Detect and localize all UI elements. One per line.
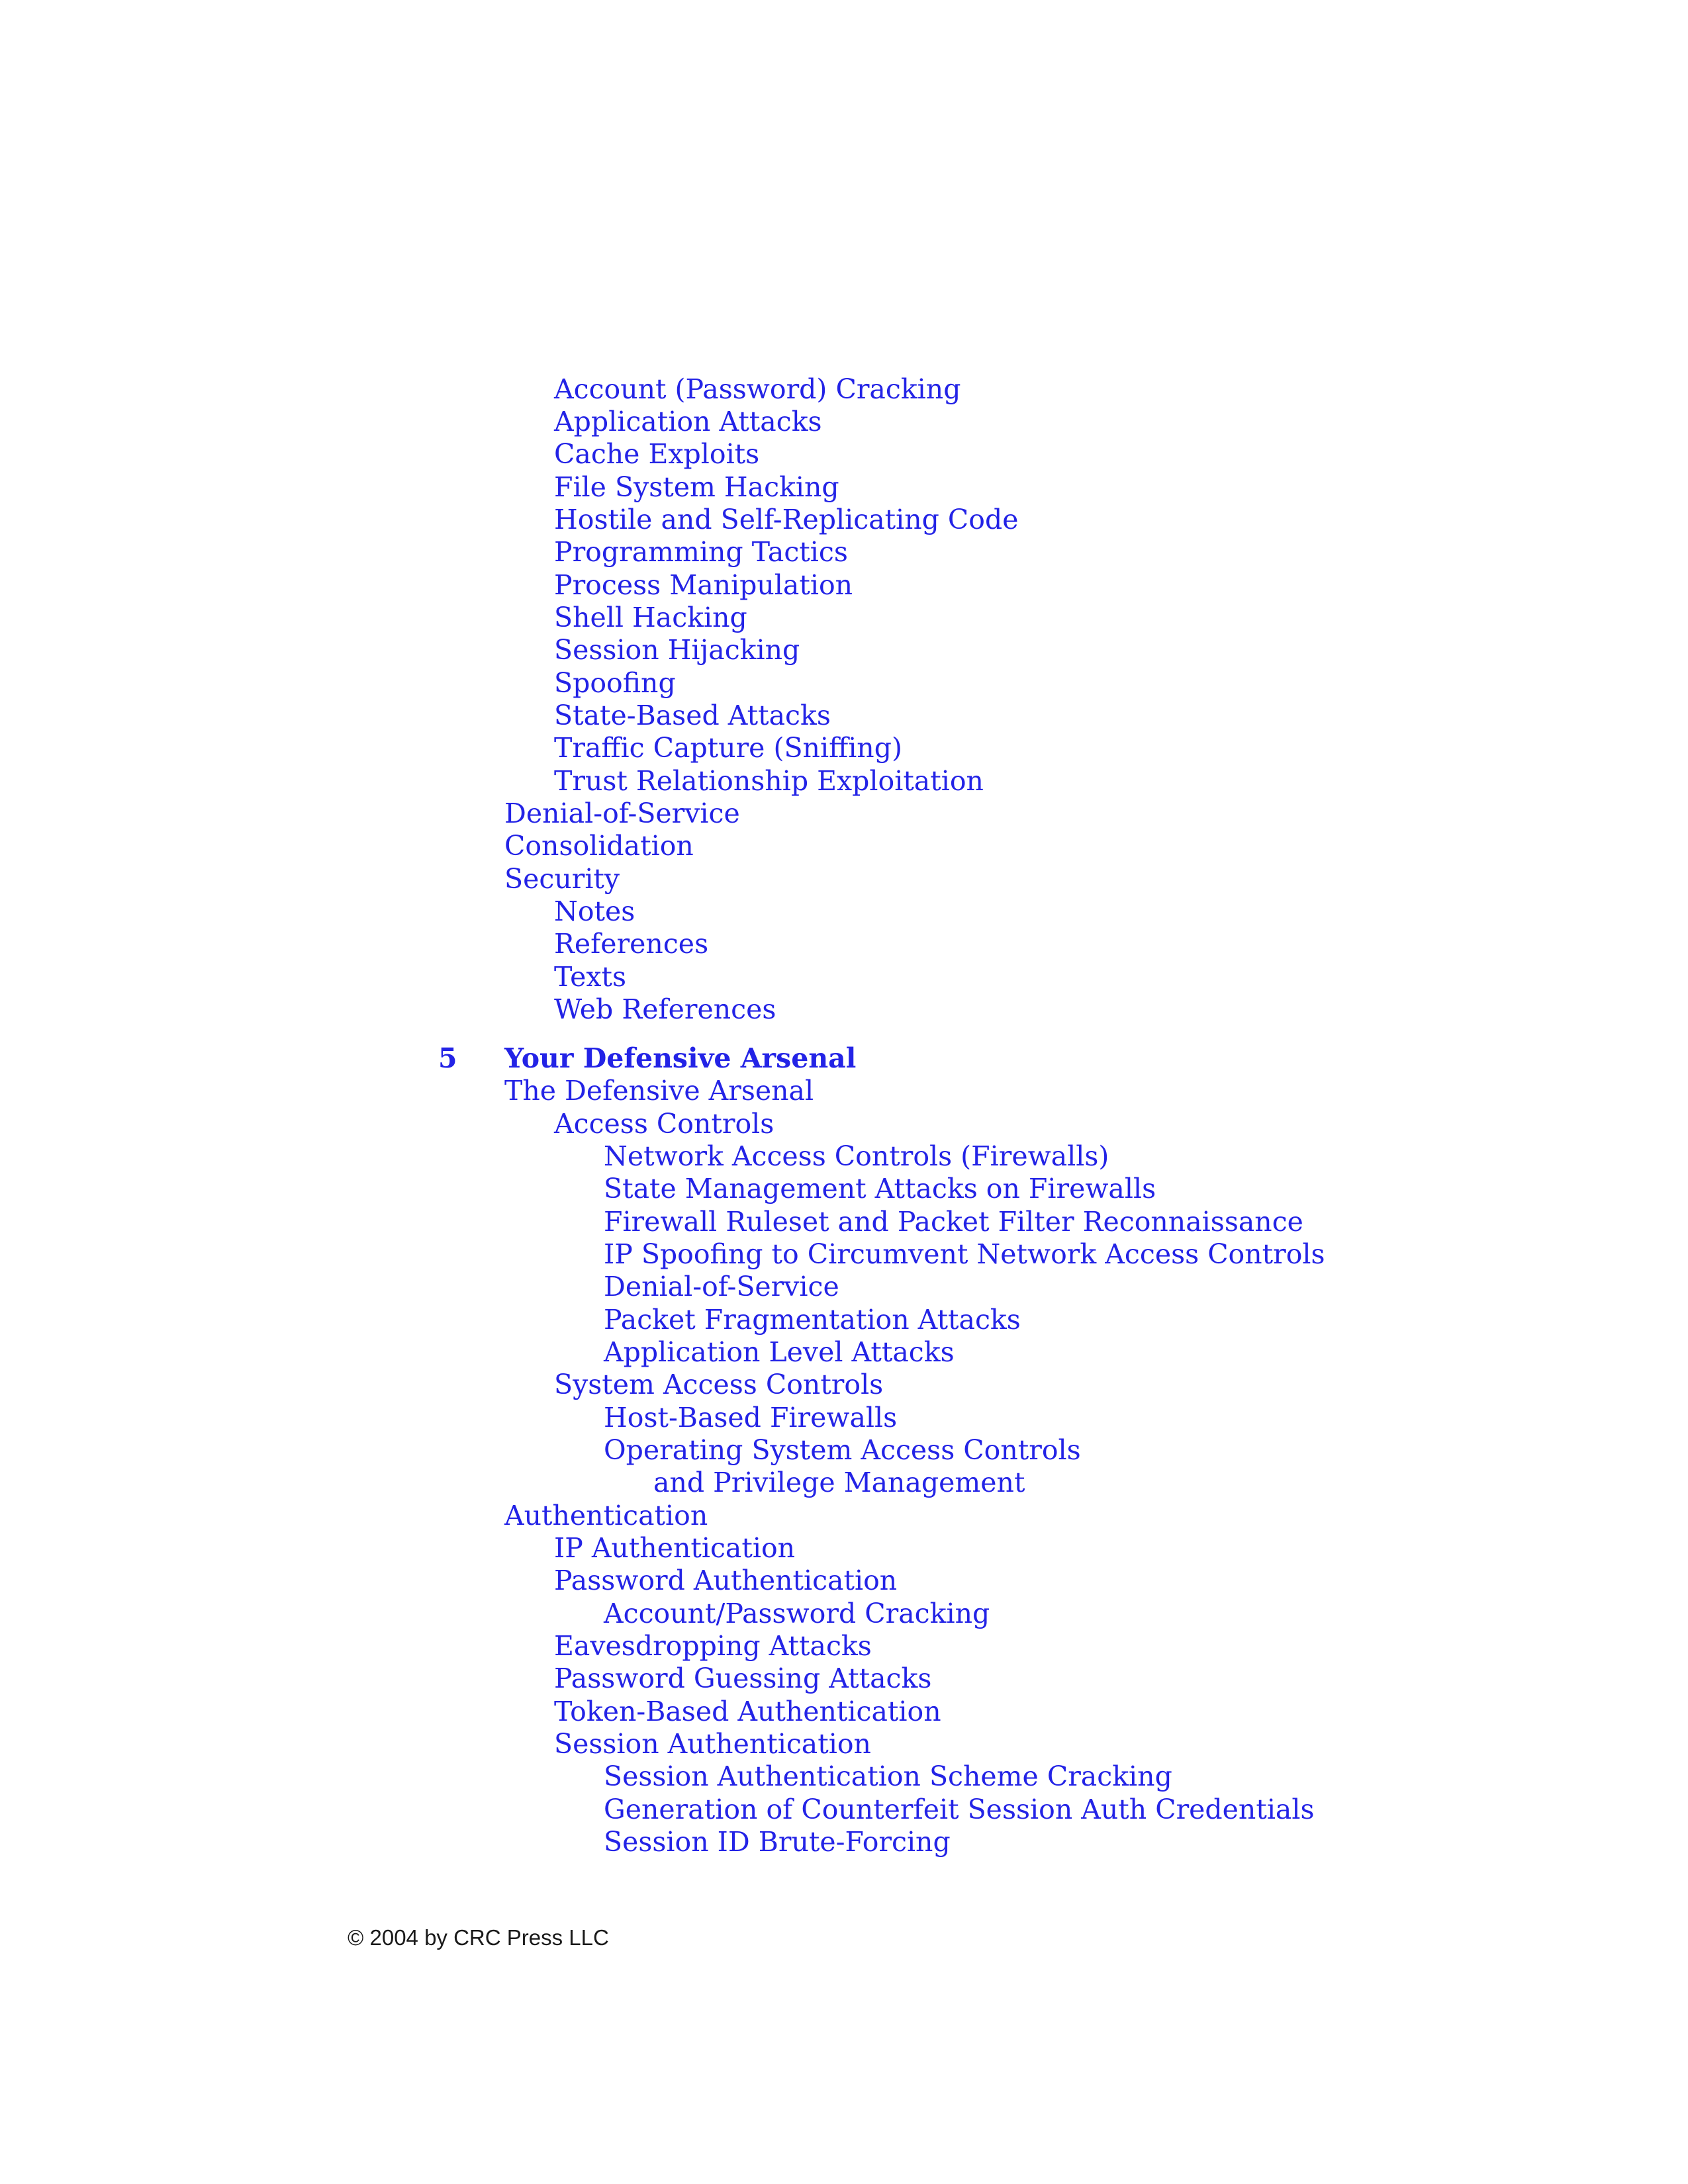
- toc-entry-state-based-attacks[interactable]: State-Based Attacks: [554, 700, 831, 731]
- toc-entry-ip-authentication[interactable]: IP Authentication: [554, 1532, 796, 1564]
- toc-entry-cache-exploits[interactable]: Cache Exploits: [554, 438, 760, 470]
- toc-entry-process-manipulation[interactable]: Process Manipulation: [554, 569, 853, 601]
- toc-entry-account-password-cracking[interactable]: Account (Password) Cracking: [554, 373, 961, 405]
- toc-entry-account-password-cracking-2[interactable]: Account/Password Cracking: [604, 1598, 990, 1629]
- toc-entry-firewall-ruleset-recon[interactable]: Firewall Ruleset and Packet Filter Reconnaissance: [604, 1206, 1303, 1238]
- toc-entry-token-based-authentication[interactable]: Token-Based Authentication: [554, 1696, 941, 1727]
- toc-entry-host-based-firewalls[interactable]: Host-Based Firewalls: [604, 1402, 898, 1433]
- toc-entry-the-defensive-arsenal[interactable]: The Defensive Arsenal: [504, 1075, 814, 1107]
- toc-entry-web-references[interactable]: Web References: [554, 993, 776, 1025]
- toc-entry-session-hijacking[interactable]: Session Hijacking: [554, 634, 800, 666]
- toc-entry-password-authentication[interactable]: Password Authentication: [554, 1565, 898, 1596]
- toc-entry-state-management-attacks[interactable]: State Management Attacks on Firewalls: [604, 1173, 1156, 1205]
- toc-entry-file-system-hacking[interactable]: File System Hacking: [554, 471, 839, 503]
- toc-entry-application-level-attacks[interactable]: Application Level Attacks: [604, 1336, 955, 1368]
- toc-entry-application-attacks[interactable]: Application Attacks: [554, 406, 822, 437]
- toc-entry-denial-of-service-firewall[interactable]: Denial-of-Service: [604, 1271, 839, 1302]
- toc-entry-programming-tactics[interactable]: Programming Tactics: [554, 536, 848, 568]
- toc-entry-references[interactable]: References: [554, 928, 709, 960]
- copyright-notice: © 2004 by CRC Press LLC: [348, 1925, 609, 1950]
- toc-entry-denial-of-service[interactable]: Denial-of-Service: [504, 797, 740, 829]
- toc-entry-os-access-controls[interactable]: Operating System Access Controls: [604, 1434, 1081, 1466]
- toc-entry-notes[interactable]: Notes: [554, 895, 635, 927]
- toc-entry-authentication[interactable]: Authentication: [504, 1500, 708, 1531]
- toc-entry-traffic-capture[interactable]: Traffic Capture (Sniffing): [554, 732, 902, 764]
- toc-entry-eavesdropping-attacks[interactable]: Eavesdropping Attacks: [554, 1630, 872, 1662]
- toc-entry-consolidation[interactable]: Consolidation: [504, 830, 694, 862]
- toc-entry-password-guessing-attacks[interactable]: Password Guessing Attacks: [554, 1662, 932, 1694]
- toc-entry-trust-relationship-exploitation[interactable]: Trust Relationship Exploitation: [554, 765, 984, 797]
- toc-entry-system-access-controls[interactable]: System Access Controls: [554, 1369, 884, 1400]
- chapter-number: 5: [438, 1042, 457, 1074]
- toc-entry-access-controls[interactable]: Access Controls: [554, 1108, 774, 1140]
- toc-entry-session-id-brute-forcing[interactable]: Session ID Brute-Forcing: [604, 1826, 951, 1858]
- toc-entry-counterfeit-session-credentials[interactable]: Generation of Counterfeit Session Auth Credentials: [604, 1794, 1315, 1825]
- toc-entry-shell-hacking[interactable]: Shell Hacking: [554, 602, 747, 633]
- chapter-title[interactable]: Your Defensive Arsenal: [504, 1042, 857, 1074]
- toc-entry-privilege-management[interactable]: and Privilege Management: [653, 1467, 1025, 1498]
- toc-entry-hostile-self-replicating-code[interactable]: Hostile and Self-Replicating Code: [554, 504, 1019, 535]
- toc-entry-network-access-controls[interactable]: Network Access Controls (Firewalls): [604, 1140, 1109, 1172]
- toc-entry-session-auth-scheme-cracking[interactable]: Session Authentication Scheme Cracking: [604, 1760, 1172, 1792]
- toc-entry-security[interactable]: Security: [504, 863, 620, 895]
- toc-entry-packet-fragmentation-attacks[interactable]: Packet Fragmentation Attacks: [604, 1304, 1021, 1336]
- toc-entry-session-authentication[interactable]: Session Authentication: [554, 1728, 871, 1760]
- toc-entry-texts[interactable]: Texts: [554, 961, 627, 993]
- toc-entry-ip-spoofing[interactable]: IP Spoofing to Circumvent Network Access Controls: [604, 1238, 1325, 1270]
- toc-entry-spoofing[interactable]: Spoofing: [554, 667, 676, 699]
